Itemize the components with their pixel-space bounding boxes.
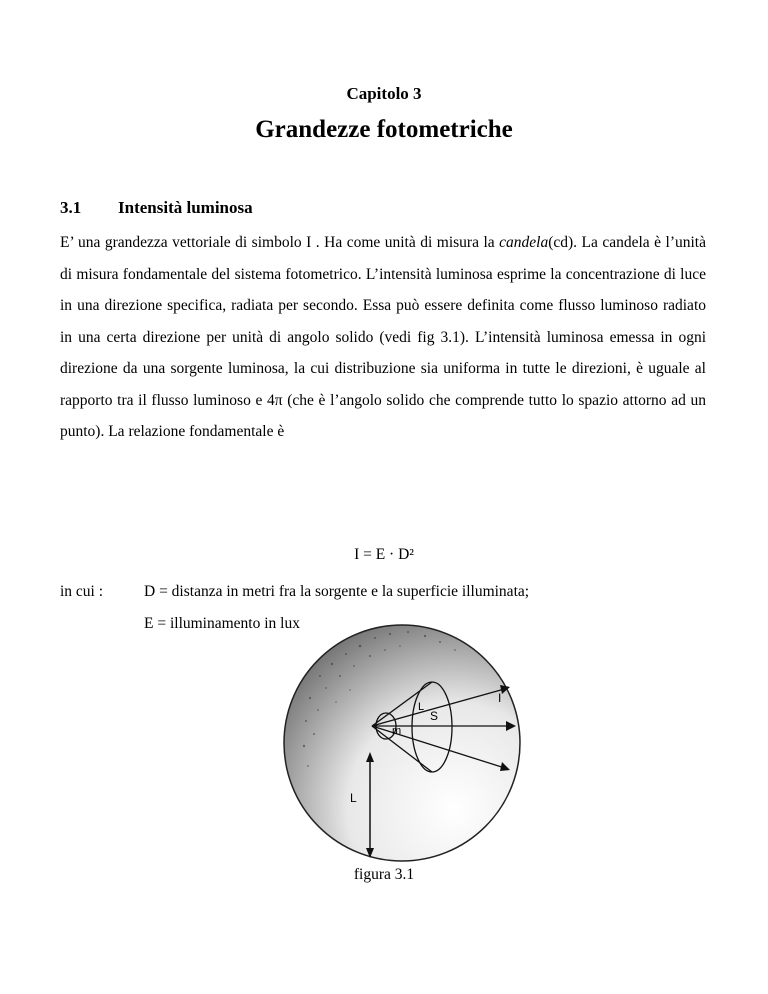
definition-d: D = distanza in metri fra la sorgente e la superficie illuminata;	[144, 583, 530, 600]
body-paragraph	[60, 227, 706, 448]
paragraph-italic-term: candela	[499, 234, 549, 251]
formula: I = E · D²	[354, 546, 414, 563]
label-m: m	[392, 725, 402, 737]
chapter-label: Capitolo 3	[346, 84, 422, 103]
label-l-small: L	[418, 701, 425, 713]
section-number: 3.1	[60, 198, 82, 217]
label-l-big: L	[350, 791, 357, 805]
label-i: I	[498, 691, 502, 705]
paragraph-text-2: (cd). La candela è l’unità di misura fondamentale del sistema fotometrico. L’intensità luminosa esprime la concentrazione di luce in una direzione specifica, radiata per secondo. Essa può essere definita come flusso luminoso radiato in una certa direzione per unità di angolo solido (vedi fig 3.1). L’intensità luminosa emessa in ogni direzione da una sorgente luminosa, la cui distribuzione sia uniforma in tutte le direzioni, è uguale al rapporto tra il flusso luminoso e 4π (che è l’angolo solido che comprende tutto lo spazio attorno ad un punto). La relazione fondamentale è	[60, 234, 706, 440]
figure-caption: figura 3.1	[353, 866, 415, 883]
illuminated-sphere	[284, 625, 520, 861]
definitions-intro: in cui :	[60, 583, 104, 600]
label-s: S	[430, 709, 439, 723]
paragraph-text-1: E’ una grandezza vettoriale di simbolo I . Ha come unità di misura la	[60, 234, 500, 251]
definition-e: E = illuminamento in lux	[144, 614, 300, 632]
section-heading	[60, 198, 253, 218]
section-title: Intensità luminosa	[118, 198, 253, 217]
chapter-title: Grandezze fotometriche	[255, 116, 513, 143]
figure-illustration	[280, 606, 530, 868]
